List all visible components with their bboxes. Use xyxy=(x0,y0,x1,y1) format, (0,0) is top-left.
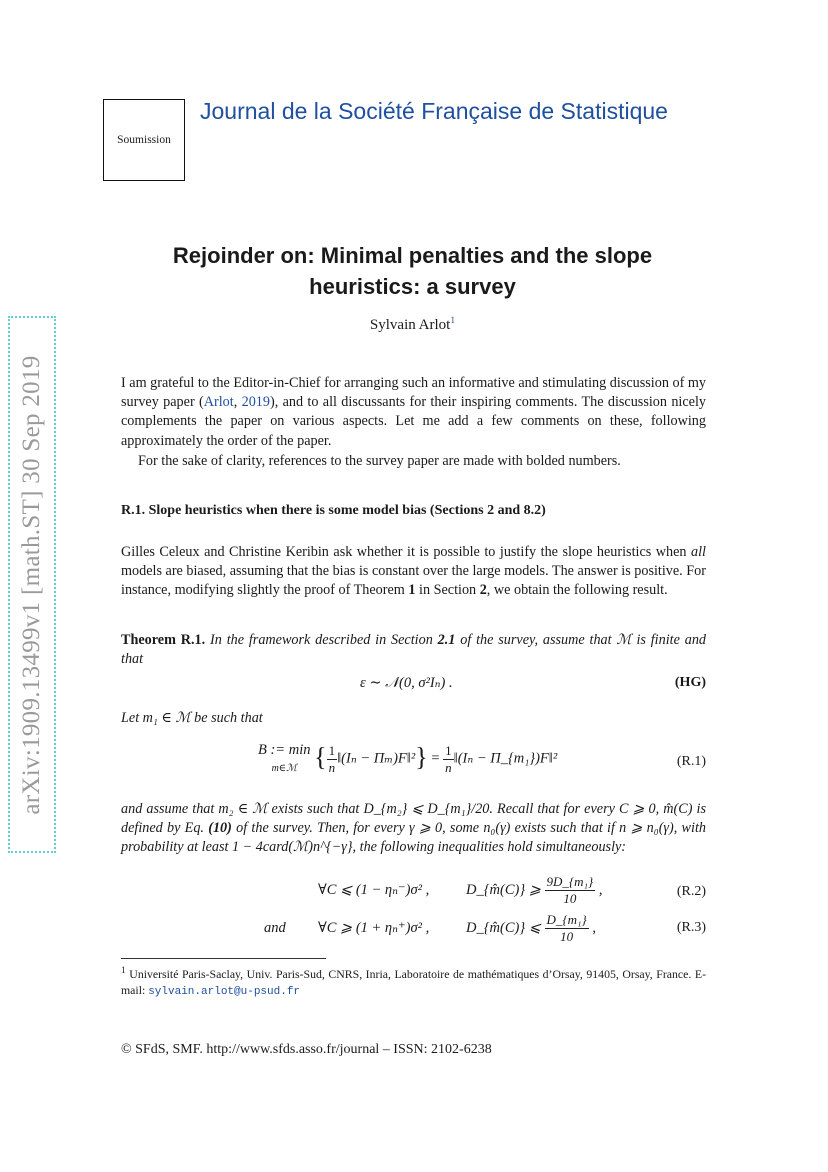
sec-text-a: Gilles Celeux and Christine Keribin ask whether it is possible to justify the slope heuristics when xyxy=(121,544,692,560)
theorem-let: Let m₁ ∈ ℳ be such that xyxy=(121,710,263,726)
theorem-ref: 1 xyxy=(408,582,416,599)
arxiv-stamp xyxy=(8,316,56,853)
equation-tag-r2: (R.2) xyxy=(676,884,706,899)
equation-r2-left: ∀C ⩽ (1 − ηₙ⁻)σ² , xyxy=(318,882,430,898)
theorem-label: Theorem R.1. xyxy=(121,632,206,648)
equation-r1: B := min m∈ℳ { $\frac{1}{n}$ ‖(Iₙ − Πₘ)F‖²} = $\frac{1}{n}$ ‖(Iₙ − Π_{m₁})F‖² xyxy=(258,742,558,775)
equation-r3-left: ∀C ⩾ (1 + ηₙ⁺)σ² , xyxy=(318,920,430,936)
equation-r2-right: D_{m̂(C)} ⩾ $\frac{\text{9D\_\{m₁\}}}{10}$ , xyxy=(466,874,603,906)
intro-text-a: I am grateful to the Editor-in-Chief for arranging such an informative and stimulating discussion of my survey paper ( xyxy=(121,375,706,411)
sec-emph: all xyxy=(691,544,706,560)
theorem-sec-ref: 2.1 xyxy=(437,632,456,648)
sec-text-d: , we obtain the following result. xyxy=(486,582,668,599)
eq-r2-den: 10 xyxy=(563,891,577,906)
equation-and: and xyxy=(264,920,286,936)
eq-r1-right: ‖(Iₙ − Π_{m₁})F‖² xyxy=(453,750,558,767)
theorem-text-a: In the framework described in Section xyxy=(210,632,438,648)
email-link[interactable]: sylvain.arlot@u-psud.fr xyxy=(148,985,301,998)
copyright-footer: © SFdS, SMF. http://www.sfds.asso.fr/journal – ISSN: 2102-6238 xyxy=(121,1042,492,1057)
eq-r1-min: B := min xyxy=(258,742,311,758)
citation-link[interactable]: Arlot xyxy=(203,394,234,411)
intro-text-b: ), and to all discussants for their inspiring comments. The discussion nicely complements the paper on various aspects. Let me add a few comments on these, following approximately the order of the paper. xyxy=(121,394,706,449)
citation-sep: , xyxy=(233,394,242,411)
eq-r3-den: 10 xyxy=(560,929,574,944)
title-line-2: heuristics: a survey xyxy=(309,274,516,299)
journal-title[interactable]: Journal de la Société Française de Statistique xyxy=(200,98,668,124)
cond-text-a: and assume that m₂ ∈ ℳ exists such that D_{m₂} ⩽ D_{m₁}/20. Recall that for every C ⩾ 0, m̂(C) is defined by Eq. xyxy=(121,801,706,837)
citation-year-link[interactable]: 2019 xyxy=(241,394,270,411)
eq-ref-10: (10) xyxy=(208,820,232,837)
sec-text-b: models are biased, assuming that the bias is constant over the large models. The answer is positive. For instance, modifying slightly the proof of Theorem xyxy=(121,563,706,599)
section-paragraph xyxy=(121,543,706,601)
footnote-rule xyxy=(121,958,326,959)
eq-r2-num: 9D_{m₁} xyxy=(546,874,594,889)
equation-tag-r3: (R.3) xyxy=(676,920,706,935)
author-name: Sylvain Arlot xyxy=(369,317,451,333)
cond-text-b: of the survey. Then, for every γ ⩾ 0, some n₀(γ) exists such that if n ⩾ n₀(γ), with probability at least 1 − 4card(ℳ)n^{−γ}, the following inequalities hold simultaneously: xyxy=(121,820,706,856)
author xyxy=(120,316,705,334)
paper-title xyxy=(120,240,705,302)
status-box xyxy=(103,99,185,181)
sec-text-c: in Section xyxy=(415,582,480,599)
status-label: Soumission xyxy=(117,134,171,146)
section-ref: 2 xyxy=(479,582,487,599)
footnote-text: Université Paris-Saclay, Univ. Paris-Sud, CNRS, Inria, Laboratoire de mathématiques d’Orsay, 91405, Orsay, France. E-mail: xyxy=(121,966,706,997)
eq-r1-sub: m∈ℳ xyxy=(271,763,297,774)
theorem-conditions xyxy=(121,800,706,858)
theorem-statement xyxy=(121,631,706,669)
equation-tag-hg: (HG) xyxy=(674,675,706,690)
eq-r3-d: D_{m̂(C)} ⩽ xyxy=(466,919,541,936)
eq-r3-num: D_{m₁} xyxy=(546,912,587,927)
footnote-ref[interactable]: 1 xyxy=(450,316,456,326)
arxiv-stamp-text: arXiv:1909.13499v1 [math.ST] 30 Sep 2019 xyxy=(18,354,45,815)
eq-r2-d: D_{m̂(C)} ⩾ xyxy=(466,881,541,898)
theorem-text-b: of the survey, assume that ℳ is finite and that xyxy=(121,632,707,668)
intro-note: For the sake of clarity, references to the survey paper are made with bolded numbers. xyxy=(138,453,621,469)
footnote xyxy=(121,963,706,1000)
equation-hg: ε ∼ 𝒩(0, σ²Iₙ) . xyxy=(360,675,453,691)
footnote-mark: 1 xyxy=(121,966,126,976)
equation-r3-right: D_{m̂(C)} ⩽ $\frac{\text{D\_\{m₁\}}}{10}$ , xyxy=(466,912,596,944)
intro-paragraph xyxy=(121,374,706,451)
equation-tag-r1: (R.1) xyxy=(676,754,706,769)
section-heading: R.1. Slope heuristics when there is some model bias (Sections 2 and 8.2) xyxy=(121,503,546,518)
eq-r1-mid: ‖(Iₙ − Πₘ)F‖² xyxy=(337,750,416,767)
title-line-1: Rejoinder on: Minimal penalties and the slope xyxy=(172,243,653,268)
